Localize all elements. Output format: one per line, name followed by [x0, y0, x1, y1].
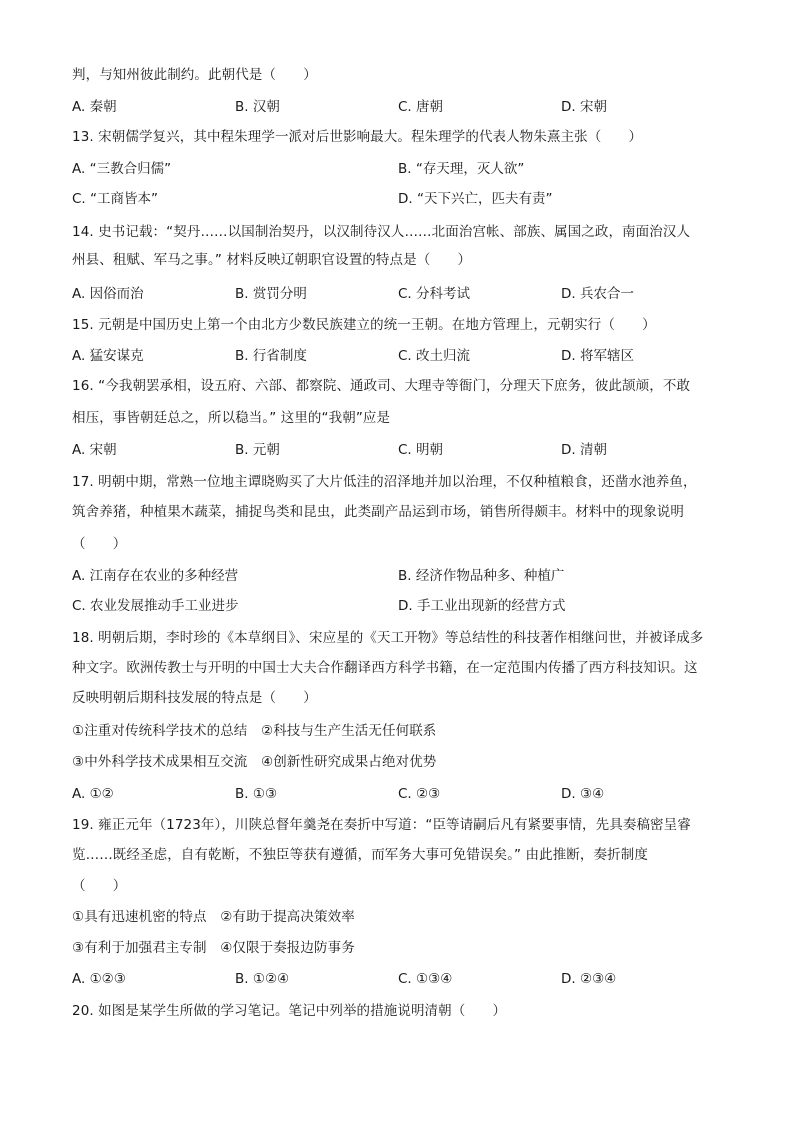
- answer-options-row: [72, 160, 724, 178]
- answer-option[interactable]: C. 唐朝: [398, 99, 444, 115]
- question-text-line: 览……既经圣虑，自有乾断，不独臣等获有遵循，而军务大事可免错误矣。” 由此推断，奏折制度: [72, 847, 648, 863]
- question-text-line: ①具有迅速机密的特点 ②有助于提高决策效率: [72, 909, 355, 925]
- answer-option[interactable]: B. 元朝: [235, 442, 280, 458]
- question-text-line: 筑舍养猪，种植果木蔬菜，捕捉鸟类和昆虫，此类副产品运到市场，销售所得颇丰。材料中的现象说明: [72, 504, 684, 520]
- question-text-line: 13. 宋朝儒学复兴，其中程朱理学一派对后世影响最大。程朱理学的代表人物朱熹主张（ ）: [72, 129, 643, 145]
- answer-option[interactable]: D. ②③④: [561, 971, 617, 987]
- answer-option[interactable]: D. “天下兴亡，匹夫有责”: [398, 191, 553, 207]
- question-text-line: 20. 如图是某学生所做的学习笔记。笔记中列举的措施说明清朝（ ）: [72, 1003, 507, 1019]
- answer-option[interactable]: C. “工商皆本”: [72, 191, 158, 207]
- answer-option[interactable]: A. ①②③: [72, 971, 126, 987]
- answer-option[interactable]: C. 分科考试: [398, 286, 471, 302]
- answer-option[interactable]: B. 赏罚分明: [235, 286, 307, 302]
- answer-option[interactable]: B. ①③: [235, 786, 278, 802]
- answer-options-row: [72, 970, 724, 988]
- answer-option[interactable]: A. 因俗而治: [72, 286, 144, 302]
- answer-option[interactable]: A. 宋朝: [72, 442, 117, 458]
- answer-option[interactable]: D. 宋朝: [561, 99, 607, 115]
- question-text-line: 16. “今我朝罢承相，设五府、六部、都察院、通政司、大理寺等衙门，分理天下庶务，彼此颉颃，不敢: [72, 378, 691, 394]
- question-text-line: 14. 史书记载：“契丹……以国制治契丹，以汉制待汉人……北面治宫帐、部族、属国之政，南面治汉人: [72, 224, 691, 240]
- answer-options-row: [72, 347, 724, 365]
- answer-option[interactable]: B. ①②④: [235, 971, 290, 987]
- question-text-line: 19. 雍正元年（1723年），川陕总督年羹尧在奏折中写道：“臣等请嗣后凡有紧要事情，先具奏稿密呈睿: [72, 817, 691, 833]
- answer-option[interactable]: B. “存天理，灭人欲”: [398, 161, 525, 177]
- question-text-line: 反映明朝后期科技发展的特点是（ ）: [72, 690, 317, 706]
- answer-option[interactable]: A. 江南存在农业的多种经营: [72, 568, 239, 584]
- answer-option[interactable]: B. 汉朝: [235, 99, 280, 115]
- answer-options-row: [72, 785, 724, 803]
- question-text-line: 相压，事皆朝廷总之，所以稳当。” 这里的“我朝”应是: [72, 410, 391, 426]
- answer-option[interactable]: C. 明朝: [398, 442, 444, 458]
- answer-option[interactable]: A. ①②: [72, 786, 114, 802]
- answer-option[interactable]: C. 改土归流: [398, 348, 471, 364]
- answer-options-row: [72, 285, 724, 303]
- question-text-line: 州县、租赋、军马之事。” 材料反映辽朝职官设置的特点是（ ）: [72, 252, 472, 268]
- answer-options-row: [72, 597, 724, 615]
- question-text-line: ③有利于加强君主专制 ④仅限于奏报边防事务: [72, 940, 355, 956]
- question-text-line: 判，与知州彼此制约。此朝代是（ ）: [72, 67, 317, 83]
- answer-option[interactable]: A. 秦朝: [72, 99, 117, 115]
- answer-option[interactable]: C. ②③: [398, 786, 441, 802]
- answer-option[interactable]: D. 清朝: [561, 442, 607, 458]
- answer-option[interactable]: C. 农业发展推动手工业进步: [72, 598, 239, 614]
- answer-option[interactable]: B. 经济作物品种多、种植广: [398, 568, 565, 584]
- answer-option[interactable]: D. 兵农合一: [561, 286, 634, 302]
- question-text-line: （ ）: [72, 536, 127, 552]
- answer-option[interactable]: C. ①③④: [398, 971, 453, 987]
- question-text-line: 18. 明朝后期，李时珍的《本草纲目》、宋应星的《天工开物》等总结性的科技著作相继问世，并被译成多: [72, 630, 704, 646]
- question-text-line: ③中外科学技术成果相互交流 ④创新性研究成果占绝对优势: [72, 754, 437, 770]
- question-text-line: 15. 元朝是中国历史上第一个由北方少数民族建立的统一王朝。在地方管理上，元朝实行（ ）: [72, 317, 656, 333]
- answer-option[interactable]: B. 行省制度: [235, 348, 307, 364]
- question-text-line: （ ）: [72, 878, 127, 894]
- answer-options-row: [72, 190, 724, 208]
- question-text-line: ①注重对传统科学技术的总结 ②科技与生产生活无任何联系: [72, 723, 437, 739]
- answer-option[interactable]: A. “三教合归儒”: [72, 161, 172, 177]
- answer-option[interactable]: D. 将军辖区: [561, 348, 634, 364]
- answer-option[interactable]: A. 猛安谋克: [72, 348, 144, 364]
- answer-options-row: [72, 98, 724, 116]
- answer-option[interactable]: D. 手工业出现新的经营方式: [398, 598, 566, 614]
- answer-options-row: [72, 567, 724, 585]
- answer-options-row: [72, 441, 724, 459]
- question-text-line: 种文字。欧洲传教士与开明的中国士大夫合作翻译西方科学书籍，在一定范围内传播了西方科技知识。这: [72, 660, 698, 676]
- answer-option[interactable]: D. ③④: [561, 786, 605, 802]
- question-text-line: 17. 明朝中期，常熟一位地主谭晓购买了大片低洼的沼泽地并加以治理，不仅种植粮食，还凿水池养鱼，: [72, 474, 697, 490]
